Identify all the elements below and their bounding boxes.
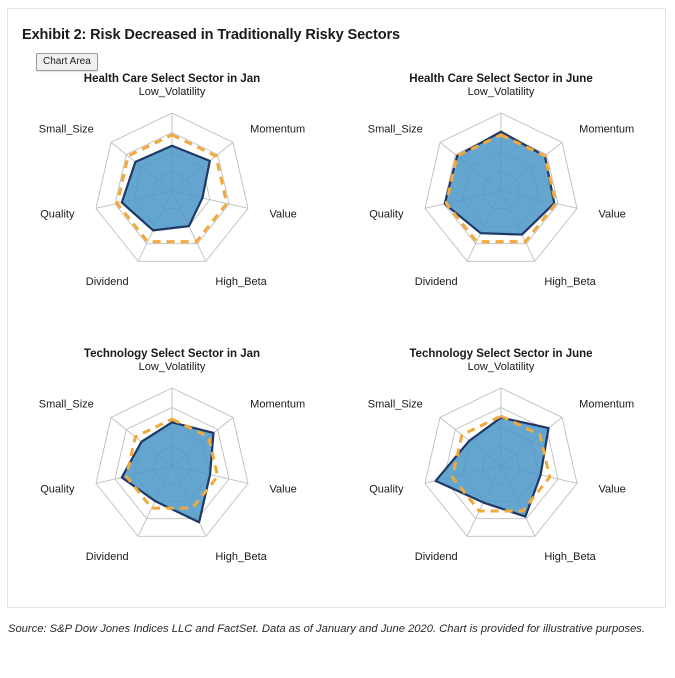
radar-axis-label: Dividend: [414, 276, 458, 289]
radar-axis-label: Small_Size: [38, 123, 94, 136]
radar-axis-label: Value: [269, 483, 297, 496]
exhibit-title: Exhibit 2: Risk Decreased in Traditionally Risky Sectors: [22, 27, 400, 43]
radar-svg: [8, 362, 336, 606]
charts-grid: [8, 57, 665, 605]
radar-chart-health-care-june[interactable]: [337, 57, 665, 331]
radar-axis-label: High_Beta: [215, 551, 267, 564]
radar-axis-label: Momentum: [250, 398, 306, 411]
radar-axis-label: Quality: [369, 483, 404, 496]
chart-title: Technology Select Sector in Jan: [83, 348, 261, 360]
radar-series-solid-filled: [445, 132, 555, 235]
radar-axis-label: Quality: [40, 208, 75, 221]
radar-axis-label: High_Beta: [215, 276, 267, 289]
radar-plot-area: [8, 362, 336, 606]
chart-title: Health Care Select Sector in June: [409, 73, 593, 85]
radar-axis-label: Quality: [40, 483, 75, 496]
radar-series-solid-filled: [122, 146, 210, 231]
radar-plot-area: [337, 362, 665, 606]
radar-axis-label: Momentum: [579, 123, 635, 136]
radar-plot-area: [337, 87, 665, 331]
radar-chart-health-care-jan[interactable]: [8, 57, 336, 331]
radar-axis-label: Dividend: [85, 551, 129, 564]
radar-axis-label: Small_Size: [367, 398, 423, 411]
radar-axis-label: Momentum: [250, 123, 306, 136]
radar-axis-label: Low_Volatility: [467, 362, 535, 373]
radar-axis-label: Dividend: [85, 276, 129, 289]
radar-axis-label: Low_Volatility: [467, 87, 535, 98]
radar-axis-label: High_Beta: [544, 551, 596, 564]
radar-plot-area: [8, 87, 336, 331]
chart-area-tooltip: Chart Area: [36, 53, 98, 71]
radar-axis-label: Low_Volatility: [138, 362, 206, 373]
radar-axis-label: Value: [598, 208, 626, 221]
radar-svg: [8, 87, 336, 331]
radar-axis-label: High_Beta: [544, 276, 596, 289]
radar-axis-label: Value: [598, 483, 626, 496]
source-note: Source: S&P Dow Jones Indices LLC and FactSet. Data as of January and June 2020. Chart is provided for illustrative purposes.: [8, 623, 645, 635]
radar-axis-label: Quality: [369, 208, 404, 221]
radar-svg: [337, 87, 665, 331]
exhibit-card: [7, 8, 666, 608]
radar-axis-label: Dividend: [414, 551, 458, 564]
radar-axis-label: Momentum: [579, 398, 635, 411]
radar-svg: [337, 362, 665, 606]
radar-chart-technology-jan[interactable]: [8, 332, 336, 606]
radar-axis-label: Value: [269, 208, 297, 221]
radar-axis-label: Small_Size: [38, 398, 94, 411]
chart-title: Technology Select Sector in June: [409, 348, 593, 360]
radar-chart-technology-june[interactable]: [337, 332, 665, 606]
chart-title: Health Care Select Sector in Jan: [83, 73, 261, 85]
radar-axis-label: Low_Volatility: [138, 87, 206, 98]
radar-axis-label: Small_Size: [367, 123, 423, 136]
